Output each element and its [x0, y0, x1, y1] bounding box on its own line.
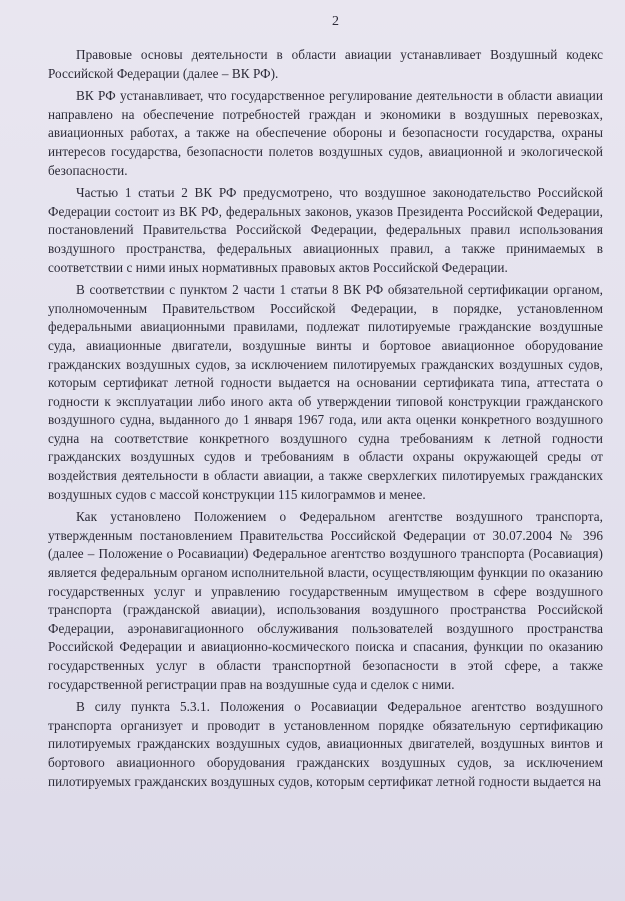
paragraph-legal-basis: Правовые основы деятельности в области авиации устанавливает Воздушный кодекс Российской Федерации (далее – ВК РФ).	[48, 47, 603, 81]
paragraph-clause-5-3-1: В силу пункта 5.3.1. Положения о Росавиации Федеральное агентство воздушного транспорта организует и проводит в установленном порядке обязательную сертификацию пилотируемых гражданских воздушных судов, авиационных двигателей, воздушных винтов и бортового авиационного оборудования гражданских воздушных судов, за исключением пилотируемых гражданских воздушных судов, которым сертификат летной годности выдается на	[48, 699, 603, 789]
page-number: 2	[332, 14, 339, 29]
paragraph-mandatory-certification: В соответствии с пунктом 2 части 1 статьи 8 ВК РФ обязательной сертификации органом, уполномоченным Правительством Российской Федерации, в порядке, установленном федеральными авиационными правилами, подлежат пилотируемые гражданские воздушные суда, авиационные двигатели, воздушные винты и бортовое авиационное оборудование гражданских воздушных судов, за исключением пилотируемых гражданских воздушных судов, которым сертификат летной годности выдается на основании сертификата типа, аттестата о годности к эксплуатации либо иного акта об утверждении типовой конструкции гражданского воздушного судна, выданного до 1 января 1967 года, или акта оценки конкретного воздушного судна на соответствие конкретного воздушного судна требованиям к летной годности гражданских воздушных судов и требованиям в области охраны окружающей среды от воздействия деятельности в области авиации, а также сверхлегких пилотируемых гражданских воздушных судов с массой конструкции 115 килограммов и менее.	[48, 282, 603, 502]
paragraph-air-legislation: Частью 1 статьи 2 ВК РФ предусмотрено, что воздушное законодательство Российской Федерации состоит из ВК РФ, федеральных законов, указов Президента Российской Федерации, постановлений Правительства Российской Федерации, федеральных правил использования воздушного пространства, федеральных авиационных правил, а также принимаемых в соответствии с ними иных нормативных правовых актов Российской Федерации.	[48, 185, 603, 275]
paragraph-state-regulation: ВК РФ устанавливает, что государственное регулирование деятельности в области авиации направлено на обеспечение потребностей граждан и экономики в воздушных перевозках, авиационных работах, а также на обеспечение обороны и безопасности государства, охраны интересов государства, безопасности полетов воздушных судов, авиационной и экологической безопасности.	[48, 88, 603, 178]
paragraph-rosaviatsia-regulation: Как установлено Положением о Федеральном агентстве воздушного транспорта, утвержденным постановлением Правительства Российской Федерации от 30.07.2004 № 396 (далее – Положение о Росавиации) Федеральное агентство воздушного транспорта (Росавиация) является федеральным органом исполнительной власти, осуществляющим функции по оказанию государственных услуг и управлению государственным имуществом в сфере воздушного транспорта (гражданской авиации), использования воздушного пространства Российской Федерации, аэронавигационного обслуживания пользователей воздушного пространства Российской Федерации и авиационно-космического поиска и спасания, функции по оказанию государственных услуг в области транспортной безопасности в этой сфере, а также государственной регистрации прав на воздушные суда и сделок с ними.	[48, 509, 603, 692]
